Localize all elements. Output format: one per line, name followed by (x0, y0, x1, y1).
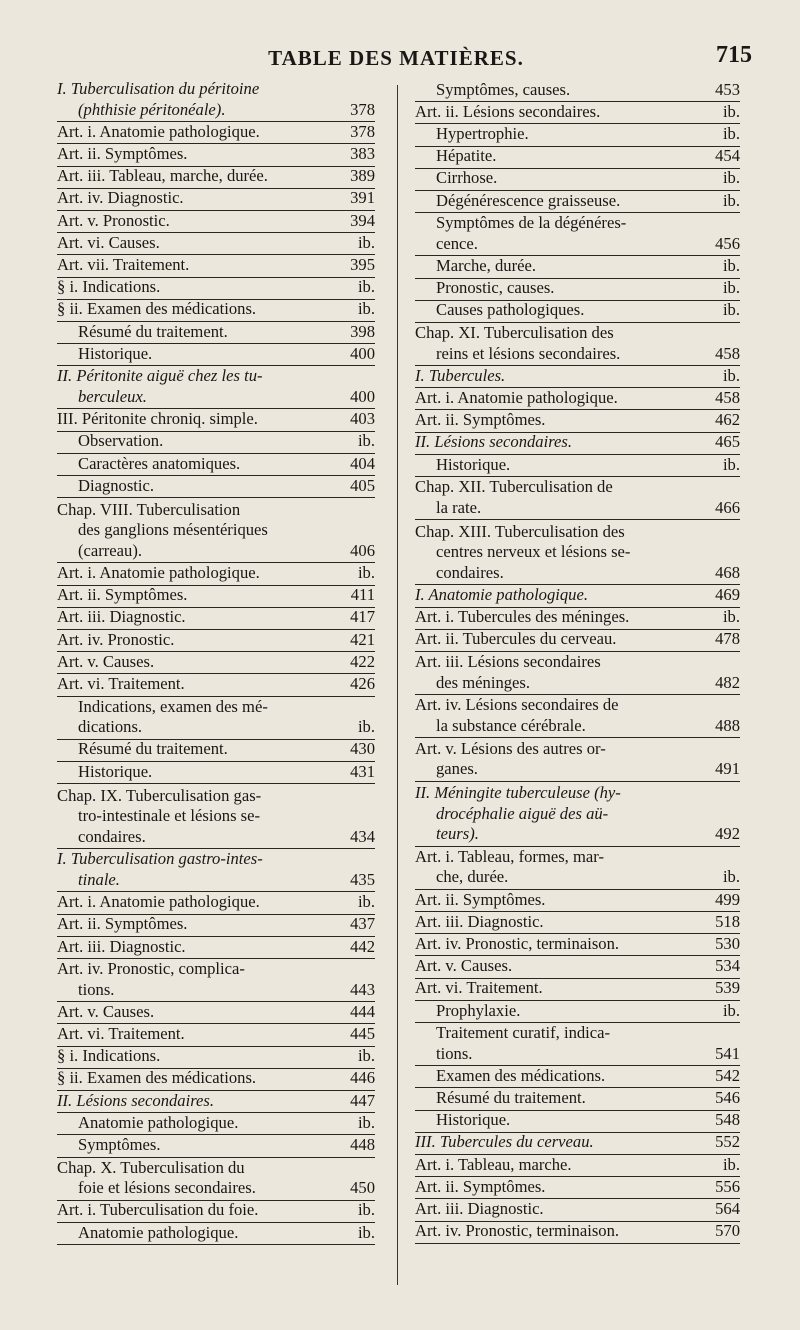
toc-entry (57, 167, 375, 189)
toc-entry-page: 404 (350, 453, 375, 473)
toc-entry-title: Art. v. Causes. (57, 651, 155, 671)
toc-entry-title: Dégénérescence graisseuse. (436, 190, 621, 210)
toc-entry (57, 1024, 375, 1046)
toc-entry (415, 912, 740, 934)
toc-entry (415, 585, 740, 607)
toc-entry-page: 444 (350, 1001, 375, 1021)
toc-entry-title: Chap. XII. Tuberculisation de la rate. (415, 477, 613, 517)
toc-entry (415, 102, 740, 124)
toc-entry-title: Art. iv. Pronostic. (57, 629, 175, 649)
toc-entry (57, 144, 375, 166)
toc-entry-page: 534 (715, 956, 740, 976)
toc-entry (57, 233, 375, 255)
toc-entry-page: 454 (715, 146, 740, 166)
toc-entry (57, 189, 375, 211)
toc-entry (57, 255, 375, 277)
toc-entry (415, 890, 740, 912)
toc-entry-page: ib. (722, 278, 740, 298)
toc-entry (415, 323, 740, 366)
toc-entry-title: Art. ii. Symptômes. (415, 1176, 546, 1196)
toc-entry (57, 1047, 375, 1069)
toc-entry-title: Traitement curatif, indica- tions. (436, 1023, 611, 1063)
toc-entry-page: 492 (715, 824, 740, 844)
toc-entry-page: 491 (715, 759, 740, 778)
toc-right-column (415, 80, 740, 1244)
toc-entry-title: Art. i. Tubercules des méninges. (415, 607, 630, 627)
toc-entry (415, 455, 740, 477)
toc-entry-title: Résumé du traitement. (78, 321, 228, 341)
toc-entry-page: ib. (357, 717, 375, 737)
toc-entry-title: Résumé du traitement. (436, 1088, 586, 1108)
toc-entry-page: 469 (715, 585, 740, 605)
toc-entry (415, 366, 740, 388)
toc-entry-page: 466 (715, 497, 740, 517)
toc-entry (57, 1135, 375, 1157)
toc-entry-page: 446 (350, 1068, 375, 1088)
toc-entry-page: 448 (350, 1135, 375, 1154)
toc-entry-page: 445 (350, 1024, 375, 1044)
toc-entry-title: I. Anatomie pathologique. (415, 585, 588, 605)
toc-entry (57, 80, 375, 122)
toc-entry-page: 458 (715, 343, 740, 363)
toc-entry-title: II. Lésions secondaires. (57, 1090, 215, 1110)
toc-entry (415, 1133, 740, 1155)
toc-entry-title: Observation. (78, 431, 164, 451)
toc-entry (415, 847, 740, 890)
toc-entry-title: § i. Indications. (57, 277, 161, 297)
toc-entry (415, 256, 740, 278)
toc-entry-page: 400 (350, 386, 375, 406)
toc-entry-title: III. Péritonite chroniq. simple. (57, 409, 258, 429)
toc-entry-title: Indications, examen des mé- dications. (78, 696, 268, 737)
toc-entry (415, 1066, 740, 1088)
toc-entry-title: Prophylaxie. (436, 1000, 521, 1020)
toc-entry (415, 1222, 740, 1244)
toc-entry-title: Caractères anatomiques. (78, 453, 241, 473)
toc-entry (57, 674, 375, 696)
toc-entry (57, 630, 375, 652)
toc-entry (57, 915, 375, 937)
toc-entry-page: 389 (350, 166, 375, 186)
toc-entry-title: III. Tubercules du cerveau. (415, 1132, 594, 1152)
toc-entry-title: Art. i. Tuberculisation du foie. (57, 1200, 259, 1220)
toc-entry-page: ib. (357, 431, 375, 451)
toc-entry-page: 462 (715, 410, 740, 430)
toc-entry-page: ib. (722, 101, 740, 121)
toc-entry-title: Historique. (78, 761, 153, 781)
toc-entry (415, 477, 740, 520)
toc-entry-page: 478 (715, 629, 740, 649)
toc-entry-title: II. Péritonite aiguë chez les tu- berculeux. (57, 366, 263, 406)
toc-entry-page: 406 (350, 540, 375, 560)
toc-entry-title: Art. vi. Traitement. (415, 978, 543, 998)
toc-entry (57, 211, 375, 233)
toc-entry-page: 530 (715, 933, 740, 953)
toc-entry-page: 403 (350, 409, 375, 429)
toc-entry-page: 391 (350, 188, 375, 208)
toc-entry-title: Hypertrophie. (436, 124, 529, 144)
toc-entry-title: Art. v. Lésions des autres or- ganes. (415, 738, 606, 778)
toc-entry-title: Cirrhose. (436, 168, 498, 188)
toc-entry-title: Anatomie pathologique. (78, 1112, 239, 1132)
toc-entry-title: Art. ii. Lésions secondaires. (415, 101, 601, 121)
toc-entry (415, 279, 740, 301)
toc-entry-title: Art. iii. Diagnostic. (57, 936, 186, 956)
toc-entry-title: Art. iii. Lésions secondaires des méninges. (415, 652, 601, 692)
toc-entry-title: Pronostic, causes. (436, 278, 555, 298)
toc-entry-title: I. Tuberculisation gastro-intes- tinale. (57, 849, 263, 889)
toc-entry-page: ib. (722, 1154, 740, 1174)
toc-entry-page: ib. (357, 1112, 375, 1132)
toc-entry-title: Art. ii. Symptômes. (415, 889, 546, 909)
toc-entry-title: Symptômes de la dégénéres- cence. (436, 213, 627, 253)
toc-entry-page: 398 (350, 321, 375, 341)
toc-entry-page: 552 (715, 1132, 740, 1152)
toc-entry-title: Art. ii. Tubercules du cerveau. (415, 629, 617, 649)
toc-entry-title: II. Lésions secondaires. (415, 432, 573, 452)
toc-entry-page: 482 (715, 672, 740, 692)
toc-entry-title: Art. v. Causes. (415, 956, 513, 976)
toc-entry (57, 454, 375, 476)
toc-entry-title: Anatomie pathologique. (78, 1222, 239, 1242)
toc-entry-page: ib. (722, 1000, 740, 1020)
toc-entry-page: 422 (350, 651, 375, 671)
toc-entry-title: Causes pathologiques. (436, 300, 585, 320)
toc-entry (415, 191, 740, 213)
toc-entry-title: Historique. (436, 454, 511, 474)
toc-entry (415, 433, 740, 455)
toc-entry (415, 1199, 740, 1221)
toc-entry (415, 520, 740, 585)
toc-entry-title: Art. i. Anatomie pathologique. (57, 121, 260, 141)
toc-entry-page: ib. (722, 454, 740, 474)
toc-entry (57, 432, 375, 454)
toc-entry-page: 431 (350, 761, 375, 781)
toc-entry (57, 122, 375, 144)
toc-entry-title: Art. iii. Tableau, marche, durée. (57, 166, 268, 186)
toc-entry (415, 388, 740, 410)
toc-entry-page: ib. (722, 168, 740, 188)
toc-entry (57, 784, 375, 849)
toc-entry (57, 1113, 375, 1135)
toc-entry-page: 435 (350, 869, 375, 889)
toc-entry (415, 1001, 740, 1023)
page-number: 715 (716, 42, 752, 68)
toc-entry-page: 400 (350, 343, 375, 363)
toc-entry-page: 378 (350, 99, 375, 119)
toc-entry-page: ib. (722, 607, 740, 627)
toc-entry-title: II. Méningite tuberculeuse (hy- drocéphalie aiguë des aü- teurs). (415, 783, 621, 844)
toc-entry-title: I. Tuberculisation du péritoine (phthisie péritonéale). (57, 79, 260, 119)
toc-entry-page: 411 (350, 585, 375, 605)
toc-entry-title: Marche, durée. (436, 256, 536, 275)
toc-entry (57, 608, 375, 630)
toc-entry-page: ib. (357, 299, 375, 319)
toc-entry (415, 1155, 740, 1177)
toc-entry-page: ib. (357, 563, 375, 583)
toc-entry-title: Art. vi. Traitement. (57, 1024, 185, 1044)
column-divider (397, 85, 398, 1285)
toc-entry-title: Symptômes, causes. (436, 79, 571, 99)
toc-entry-page: 443 (350, 979, 375, 999)
toc-entry-page: 465 (715, 432, 740, 452)
toc-entry-page: 453 (715, 79, 740, 99)
toc-entry (57, 937, 375, 959)
toc-entry (415, 1111, 740, 1133)
toc-entry-page: 564 (715, 1199, 740, 1218)
toc-entry-page: 426 (350, 674, 375, 693)
toc-entry-page: 450 (350, 1178, 375, 1198)
toc-entry (415, 147, 740, 169)
toc-entry (415, 1088, 740, 1110)
toc-entry-title: Symptômes. (78, 1135, 161, 1154)
toc-entry (57, 762, 375, 784)
toc-entry-title: Art. i. Anatomie pathologique. (415, 387, 618, 407)
toc-entry-page: ib. (722, 365, 740, 385)
toc-entry (57, 892, 375, 914)
toc-entry (57, 322, 375, 344)
toc-entry-title: Chap. XIII. Tuberculisation des centres nerveux et lésions se- condaires. (415, 521, 631, 582)
toc-entry-title: Art. ii. Symptômes. (57, 914, 188, 934)
toc-entry-title: Hépatite. (436, 146, 497, 166)
toc-entry-title: Art. iii. Diagnostic. (415, 911, 544, 931)
toc-entry-page: 395 (350, 255, 375, 274)
toc-entry-title: Art. i. Anatomie pathologique. (57, 563, 260, 583)
toc-entry (415, 652, 740, 695)
toc-entry (57, 1069, 375, 1091)
toc-entry-page: 405 (350, 475, 375, 495)
toc-entry-title: § i. Indications. (57, 1046, 161, 1066)
toc-entry-page: ib. (722, 190, 740, 210)
toc-entry-title: Art. ii. Symptômes. (57, 585, 188, 605)
toc-entry-page: 442 (350, 936, 375, 956)
toc-entry-page: 458 (715, 387, 740, 407)
toc-entry-title: Art. iv. Pronostic, terminaison. (415, 1221, 620, 1241)
toc-entry-page: ib. (357, 1222, 375, 1242)
page-header (40, 42, 752, 74)
toc-entry-title: § ii. Examen des médications. (57, 1068, 257, 1088)
toc-entry-page: 394 (350, 210, 375, 230)
toc-entry-title: Art. vi. Causes. (57, 232, 160, 252)
toc-entry-title: Art. iii. Diagnostic. (57, 607, 186, 627)
toc-left-column (57, 80, 375, 1245)
toc-entry-page: 570 (715, 1221, 740, 1241)
toc-entry-title: Résumé du traitement. (78, 739, 228, 759)
toc-entry (57, 697, 375, 740)
toc-entry (57, 1201, 375, 1223)
toc-entry-page: 417 (350, 607, 375, 627)
toc-entry (415, 695, 740, 738)
toc-entry (57, 959, 375, 1002)
toc-entry (415, 608, 740, 630)
toc-entry (57, 652, 375, 674)
toc-entry-page: ib. (357, 1200, 375, 1220)
toc-entry-title: Art. i. Tableau, formes, mar- che, durée. (415, 846, 604, 887)
toc-entry-page: 456 (715, 233, 740, 253)
toc-entry (57, 278, 375, 300)
toc-entry-page: ib. (357, 277, 375, 297)
toc-entry-title: Art. iii. Diagnostic. (415, 1199, 544, 1218)
toc-entry (57, 563, 375, 585)
toc-entry-title: Art. vi. Traitement. (57, 674, 185, 693)
toc-entry-title: Chap. VIII. Tuberculisation des ganglions mésentériques (carreau). (57, 499, 268, 560)
toc-entry-title: Chap. X. Tuberculisation du foie et lésions secondaires. (57, 1157, 256, 1198)
toc-entry-title: Historique. (436, 1110, 511, 1130)
toc-entry (415, 956, 740, 978)
toc-entry-title: Examen des médications. (436, 1065, 606, 1085)
toc-entry-page: ib. (722, 867, 740, 887)
toc-entry (415, 169, 740, 191)
toc-entry-page: 430 (350, 739, 375, 759)
toc-entry-page: 468 (715, 562, 740, 582)
toc-entry-title: Art. v. Pronostic. (57, 210, 170, 230)
toc-entry-title: Art. iv. Pronostic, terminaison. (415, 933, 620, 953)
toc-entry-page: 447 (350, 1090, 375, 1110)
toc-entry-page: 378 (350, 121, 375, 141)
toc-entry-page: 548 (715, 1110, 740, 1130)
running-title: TABLE DES MATIÈRES. (268, 46, 524, 70)
toc-entry (415, 979, 740, 1001)
toc-entry-title: Art. v. Causes. (57, 1001, 155, 1021)
toc-entry (57, 409, 375, 431)
toc-entry-page: ib. (722, 124, 740, 144)
toc-entry (57, 476, 375, 498)
toc-entry-page: 421 (350, 629, 375, 649)
toc-entry-title: Historique. (78, 343, 153, 363)
toc-entry (57, 740, 375, 762)
toc-entry-title: Art. iv. Diagnostic. (57, 188, 184, 208)
toc-entry-page: 518 (715, 911, 740, 931)
toc-entry-title: Art. ii. Symptômes. (415, 410, 546, 430)
toc-entry (415, 934, 740, 956)
toc-entry (415, 213, 740, 256)
toc-entry-title: Art. i. Tableau, marche. (415, 1154, 572, 1174)
toc-entry (57, 366, 375, 409)
toc-entry-title: Art. i. Anatomie pathologique. (57, 892, 260, 912)
toc-entry-page: ib. (357, 1046, 375, 1066)
toc-entry-page: ib. (722, 300, 740, 320)
toc-entry (57, 1002, 375, 1024)
toc-entry-page: 383 (350, 144, 375, 164)
toc-entry-title: Chap. XI. Tuberculisation des reins et lésions secondaires. (415, 323, 621, 363)
toc-entry (415, 80, 740, 102)
toc-entry (415, 738, 740, 781)
toc-entry-page: 542 (715, 1065, 740, 1085)
toc-entry-title: I. Tubercules. (415, 365, 506, 385)
toc-entry-page: ib. (357, 232, 375, 252)
toc-entry (415, 301, 740, 323)
toc-entry (57, 1091, 375, 1113)
toc-entry-page: 437 (350, 914, 375, 934)
toc-entry-title: Art. iv. Pronostic, complica- tions. (57, 959, 245, 999)
toc-entry (57, 1158, 375, 1201)
toc-entry-page: 434 (350, 826, 375, 846)
toc-entry-page: 539 (715, 978, 740, 998)
toc-entry (415, 124, 740, 146)
toc-entry (57, 498, 375, 563)
toc-entry-page: ib. (722, 256, 740, 275)
toc-entry-page: 499 (715, 889, 740, 909)
toc-entry (415, 782, 740, 847)
toc-entry (57, 849, 375, 892)
toc-entry-page: 541 (715, 1043, 740, 1063)
toc-entry (415, 410, 740, 432)
toc-entry (415, 630, 740, 652)
toc-entry-title: § ii. Examen des médications. (57, 299, 257, 319)
toc-entry-title: Chap. IX. Tuberculisation gas- tro-intestinale et lésions se- condaires. (57, 785, 262, 846)
toc-entry-page: ib. (357, 892, 375, 912)
toc-entry-page: 488 (715, 715, 740, 735)
toc-entry-page: 546 (715, 1088, 740, 1108)
toc-entry-title: Art. ii. Symptômes. (57, 144, 188, 164)
toc-entry (57, 1223, 375, 1245)
toc-entry (57, 300, 375, 322)
toc-entry-page: 556 (715, 1176, 740, 1196)
toc-entry-title: Diagnostic. (78, 475, 155, 495)
toc-entry (57, 344, 375, 366)
toc-entry-title: Art. iv. Lésions secondaires de la substance cérébrale. (415, 695, 619, 735)
toc-entry (57, 586, 375, 608)
toc-entry-title: Art. vii. Traitement. (57, 255, 190, 274)
toc-entry (415, 1177, 740, 1199)
toc-entry (415, 1023, 740, 1066)
